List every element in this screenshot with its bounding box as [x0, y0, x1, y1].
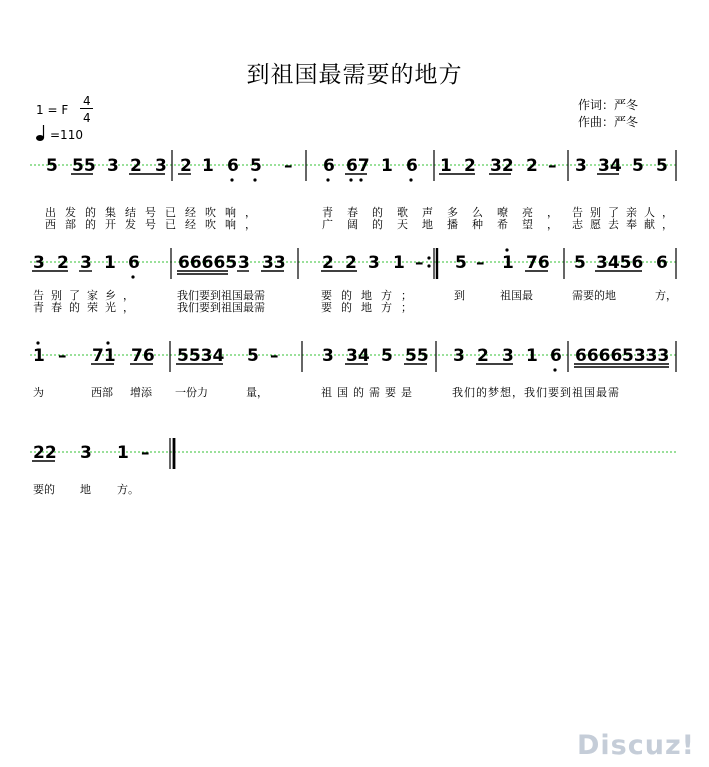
lyric-row-3-part3: 增添: [130, 386, 152, 399]
svg-text:1: 1: [381, 156, 393, 176]
svg-text:5: 5: [247, 346, 259, 366]
svg-text:1: 1: [202, 156, 214, 176]
lyric-row-2b-part2: 我们要到祖国最需: [177, 301, 265, 314]
svg-text:5534: 5534: [177, 346, 225, 366]
svg-text:1: 1: [104, 253, 116, 273]
svg-text:6: 6: [128, 253, 140, 273]
svg-text:32: 32: [490, 156, 514, 176]
lyric-row-1b-part2: 广阔的天地播种希望，: [322, 218, 572, 231]
lyric-row-1a-part1: 出发的集结号已经吹响，: [45, 206, 265, 219]
svg-text:67: 67: [346, 156, 370, 176]
svg-text:1: 1: [393, 253, 405, 273]
svg-text:5: 5: [656, 156, 668, 176]
lyric-row-2a-part3: 要的地方；: [321, 289, 421, 302]
svg-text:2: 2: [130, 156, 142, 176]
lyric-row-2a-part6: 需要的地: [572, 289, 616, 302]
composer-credit: 作曲：严冬: [578, 115, 639, 129]
discuz-watermark: Discuz!: [577, 730, 695, 761]
svg-text:6: 6: [550, 346, 562, 366]
svg-text:1: 1: [440, 156, 452, 176]
svg-text:3: 3: [238, 253, 250, 273]
svg-text:2: 2: [526, 156, 538, 176]
lyric-row-4-part2: 地: [80, 483, 91, 496]
svg-text:1: 1: [502, 253, 514, 273]
svg-text:22: 22: [33, 443, 57, 463]
svg-text:3: 3: [575, 156, 587, 176]
svg-text:2: 2: [180, 156, 192, 176]
lyric-row-2a-part1: 告别了家乡，: [33, 289, 141, 302]
lyric-row-2a-part2: 我们要到祖国最需: [177, 289, 265, 302]
svg-text:33: 33: [262, 253, 286, 273]
svg-text:5333: 5333: [622, 346, 670, 366]
svg-text:1: 1: [117, 443, 129, 463]
svg-text:–: –: [415, 253, 424, 273]
lyric-row-3-part7: 我们的梦想，我们要到祖国最需: [452, 386, 620, 399]
svg-text:76: 76: [131, 346, 155, 366]
svg-text:3: 3: [107, 156, 119, 176]
svg-text:1: 1: [33, 346, 45, 366]
svg-text:6: 6: [323, 156, 335, 176]
time-numerator: 4: [83, 94, 91, 108]
svg-text:6: 6: [406, 156, 418, 176]
lyric-row-3-part5: 量，: [246, 386, 268, 399]
lyric-row-2a-part5: 祖国最: [500, 289, 533, 302]
svg-text:6666: 6666: [575, 346, 623, 366]
notation-line-2: [33, 253, 668, 273]
svg-text:71: 71: [92, 346, 116, 366]
svg-text:–: –: [141, 443, 150, 463]
svg-text:–: –: [476, 253, 485, 273]
notation-line-1: [46, 156, 668, 176]
svg-text:5: 5: [632, 156, 644, 176]
svg-text:5: 5: [250, 156, 262, 176]
svg-text:3: 3: [453, 346, 465, 366]
svg-text:5: 5: [455, 253, 467, 273]
svg-text:2: 2: [477, 346, 489, 366]
lyric-row-3-part2: 西部: [91, 386, 113, 399]
svg-text:55: 55: [72, 156, 96, 176]
lyricist-credit: 作词：严冬: [578, 98, 639, 112]
svg-text:–: –: [270, 346, 279, 366]
svg-text:3: 3: [80, 443, 92, 463]
key-prefix: 1 = F: [36, 103, 69, 117]
svg-text:2: 2: [57, 253, 69, 273]
song-title: 到祖国最需要的地方: [246, 62, 463, 88]
svg-text:2: 2: [345, 253, 357, 273]
svg-text:3: 3: [322, 346, 334, 366]
time-denominator: 4: [83, 111, 91, 125]
lyric-row-3-part4: 一份力: [175, 386, 208, 399]
lyric-row-2a-part4: 到: [454, 289, 465, 302]
svg-text:6: 6: [656, 253, 668, 273]
svg-text:5: 5: [46, 156, 58, 176]
svg-text:76: 76: [526, 253, 550, 273]
notation-line-4: [33, 443, 150, 463]
svg-text:55: 55: [405, 346, 429, 366]
svg-text:1: 1: [526, 346, 538, 366]
lyric-row-3-part6: 祖国的需要是: [321, 386, 417, 399]
lyric-row-2a-part7: 方，: [655, 289, 677, 302]
svg-text:34: 34: [598, 156, 622, 176]
svg-text:–: –: [58, 346, 67, 366]
dots-line-1: [230, 178, 412, 181]
lyric-row-4-part1: 要的: [33, 483, 55, 496]
svg-text:3: 3: [80, 253, 92, 273]
lyric-row-1a-part2: 青春的歌声多么嘹亮，: [322, 206, 572, 219]
svg-text:2: 2: [322, 253, 334, 273]
svg-text:3: 3: [33, 253, 45, 273]
notation-line-3: [33, 346, 669, 366]
lyric-row-1a-part3: 告别了亲人，: [572, 206, 680, 219]
svg-text:–: –: [548, 156, 557, 176]
tempo-marking: =110: [50, 128, 83, 142]
svg-text:–: –: [284, 156, 293, 176]
svg-text:2: 2: [464, 156, 476, 176]
svg-text:3456: 3456: [596, 253, 644, 273]
final-barline: [170, 438, 174, 469]
lyric-row-2b-part3: 要的地方；: [321, 301, 421, 314]
svg-text:6: 6: [227, 156, 239, 176]
lyric-row-3-part1: 为: [33, 386, 44, 399]
svg-text:5: 5: [574, 253, 586, 273]
svg-text:3: 3: [368, 253, 380, 273]
lyric-row-1b-part1: 西部的开发号已经吹响，: [45, 218, 265, 231]
svg-text:3: 3: [502, 346, 514, 366]
svg-text:66665: 66665: [178, 253, 238, 273]
svg-text:34: 34: [346, 346, 370, 366]
lyric-row-1b-part3: 志愿去奉献，: [572, 218, 680, 231]
svg-text:3: 3: [155, 156, 167, 176]
underlines-line-2: [32, 271, 642, 274]
lyric-row-2b-part1: 青春的荣光，: [33, 301, 141, 314]
svg-text:5: 5: [381, 346, 393, 366]
lyric-row-4-part3: 方。: [117, 483, 139, 496]
